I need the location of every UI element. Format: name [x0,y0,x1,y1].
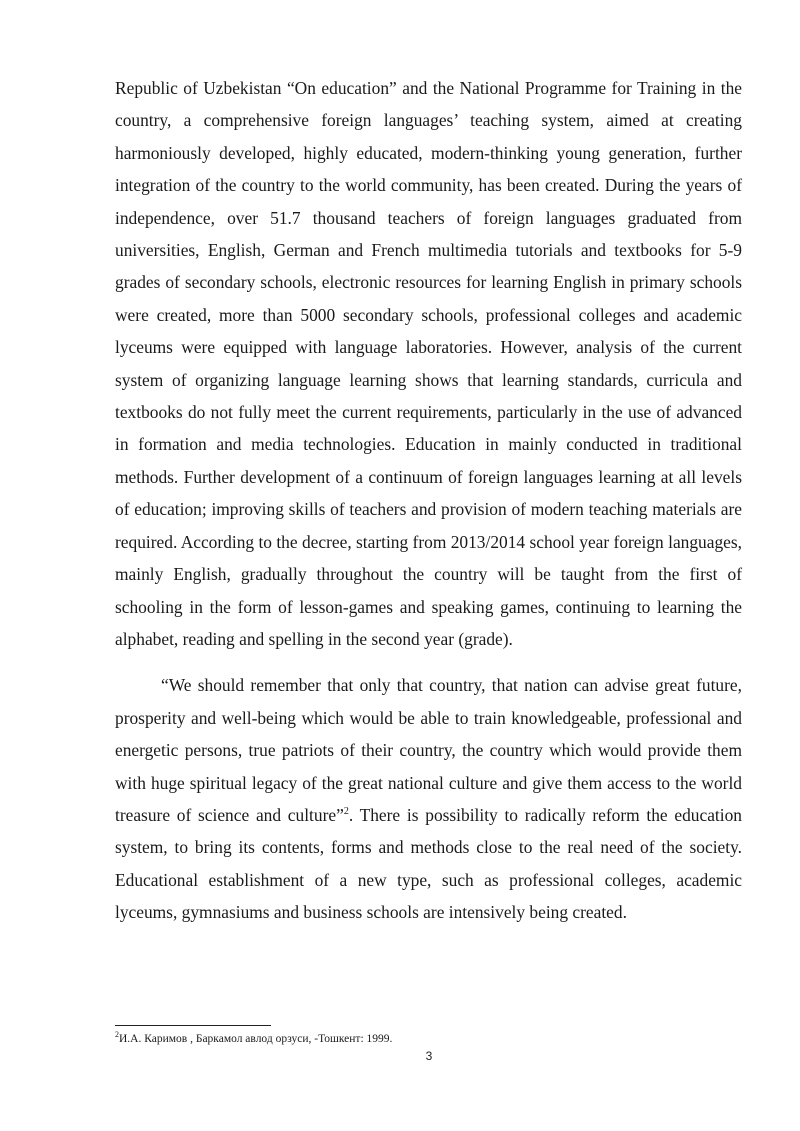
footnote [115,1031,742,1047]
paragraph-continuation: . There is possibility to radically reform the education system, to bring its contents, forms and methods close to the real need of the society. Educational establishment of a new type, such as professional colleges, academic lyceums, gymnasiums and business schools are intensively being created. [115,804,742,923]
quote-text: “We should remember that only that country, that nation can advise great future, prosperity and well-being which would be able to train knowledgeable, professional and energetic persons, true patriots of their country, the country which would provide them with huge spiritual legacy of the great national culture and give them access to the world treasure of science and culture” [115,675,742,825]
paragraph: Republic of Uzbekistan “On education” and the National Programme for Training in the country, a comprehensive foreign languages’ teaching system, aimed at creating harmoniously developed, highly educated, modern-thinking young generation, further integration of the country to the world community, has been created. During the years of independence, over 51.7 thousand teachers of foreign languages graduated from universities, English, German and French multimedia tutorials and textbooks for 5-9 grades of secondary schools, electronic resources for learning English in primary schools were created, more than 5000 secondary schools, professional colleges and academic lyceums were equipped with language laboratories. However, analysis of the current system of organizing language learning shows that learning standards, curricula and textbooks do not fully meet the current requirements, particularly in the use of advanced in formation and media technologies. Education in mainly conducted in traditional methods. Further development of a continuum of foreign languages learning at all levels of education; improving skills of teachers and provision of modern teaching materials are required. According to the decree, starting from 2013/2014 school year foreign languages, mainly English, gradually throughout the country will be taught from the first of schooling in the form of lesson-games and speaking games, continuing to learning the alphabet, reading and spelling in the second year (grade). [115,78,742,649]
footnote-marker: 2 [115,1030,119,1040]
footnote-separator [115,1025,271,1026]
footnote-text: И.А. Каримов , Баркамол авлод орзуси, -Тошкент: 1999. [119,1033,393,1045]
footnote-reference[interactable]: 2 [343,806,349,818]
page-number: 3 [425,1049,433,1063]
paragraph [115,669,742,928]
body-text [115,72,742,929]
